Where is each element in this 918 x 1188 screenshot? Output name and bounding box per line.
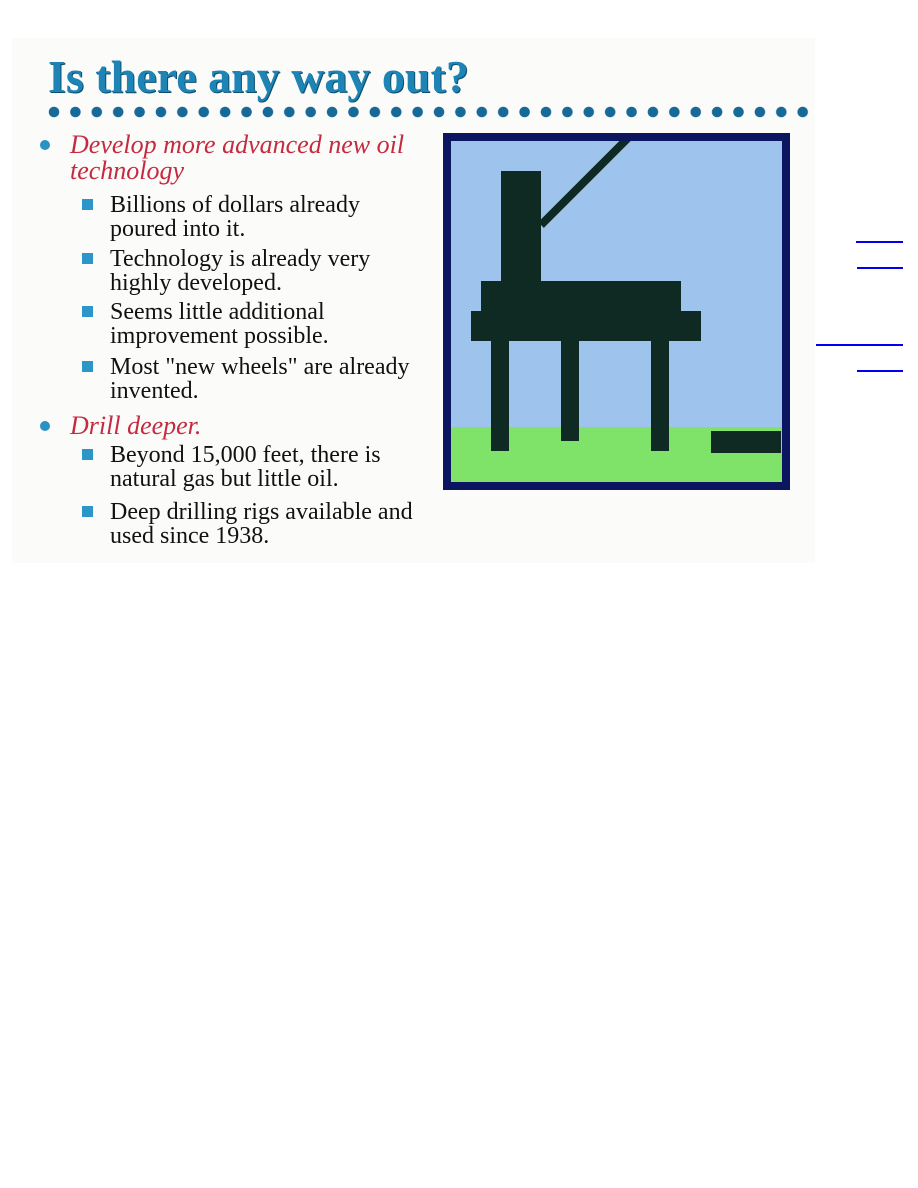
slide-image [12,38,815,563]
dotted-divider [48,106,818,118]
oil-rig-illustration [451,141,782,482]
sub-bullet: Deep drilling rigs available and used since 1938. [82,500,430,548]
sub-bullet: Technology is already very highly developed. [82,247,420,295]
sub-bullet: Billions of dollars already poured into it. [82,193,410,241]
link[interactable] [816,344,903,346]
link[interactable] [857,370,903,372]
sub-bullet: Beyond 15,000 feet, there is natural gas but little oil. [82,443,430,491]
bullet-heading: Develop more advanced new oil technology [40,132,410,184]
sub-bullet: Seems little additional improvement possible. [82,300,410,348]
link[interactable] [856,241,903,243]
slide-title: Is there any way out? [48,51,469,102]
link[interactable] [857,267,903,269]
sub-bullet: Most "new wheels" are already invented. [82,355,410,403]
oil-rig-picture [443,133,790,490]
bullet-heading: Drill deeper. [40,413,410,439]
